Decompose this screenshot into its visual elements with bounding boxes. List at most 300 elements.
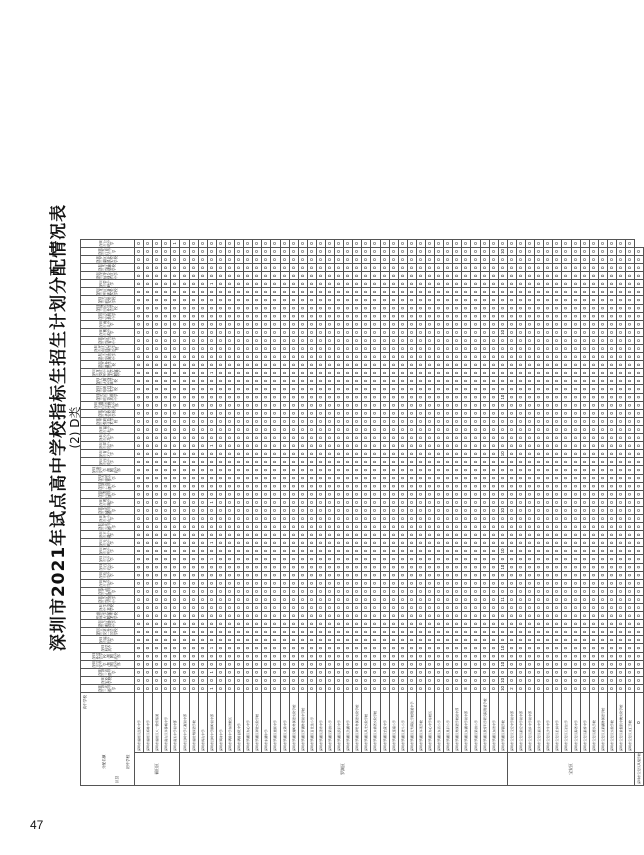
quota-cell: 0 — [426, 531, 435, 539]
quota-cell: 0 — [444, 401, 453, 409]
quota-cell: 0 — [407, 458, 416, 466]
column-header: 深圳市龙城高级中学 — [81, 506, 135, 514]
quota-cell: 0 — [526, 385, 535, 393]
quota-cell: 0 — [135, 361, 144, 369]
quota-cell: 0 — [262, 668, 271, 676]
quota-cell: 0 — [553, 612, 562, 620]
quota-cell: 0 — [235, 328, 244, 336]
quota-cell: 0 — [198, 587, 207, 595]
quota-cell: 0 — [516, 328, 525, 336]
quota-cell: 0 — [426, 377, 435, 385]
quota-cell: 0 — [371, 506, 380, 514]
quota-cell: 0 — [135, 668, 144, 676]
quota-cell: 0 — [225, 563, 234, 571]
quota-cell: 0 — [171, 539, 180, 547]
school-name-cell: 深圳市罗湖区东昌小学 — [435, 693, 444, 753]
quota-cell: 0 — [262, 434, 271, 442]
quota-cell: 0 — [616, 628, 625, 636]
quota-cell: 0 — [589, 393, 598, 401]
quota-cell: 0 — [571, 587, 580, 595]
quota-cell: 0 — [616, 482, 625, 490]
quota-cell: 0 — [453, 563, 462, 571]
quota-cell: 0 — [607, 361, 616, 369]
quota-cell: 0 — [544, 450, 553, 458]
district-cell: 福田区 — [135, 753, 180, 786]
quota-cell: 0 — [507, 434, 516, 442]
quota-cell: 0 — [562, 425, 571, 433]
quota-cell: 0 — [416, 409, 425, 417]
quota-cell: 0 — [280, 652, 289, 660]
quota-cell: 0 — [298, 247, 307, 255]
quota-cell: 0 — [426, 644, 435, 652]
quota-cell: 0 — [489, 539, 498, 547]
column-header: 深圳市宝安区海湾中学 — [81, 353, 135, 361]
quota-cell: 0 — [471, 393, 480, 401]
quota-cell: 0 — [507, 320, 516, 328]
quota-cell: 0 — [544, 555, 553, 563]
quota-cell: 0 — [607, 555, 616, 563]
quota-cell: 0 — [398, 498, 407, 506]
quota-cell: 0 — [253, 345, 262, 353]
quota-cell: 0 — [171, 490, 180, 498]
quota-cell: 0 — [462, 256, 471, 264]
school-name-cell: 深圳市宝安区福永中学 — [535, 693, 544, 753]
quota-cell: 0 — [289, 595, 298, 603]
quota-cell: 0 — [335, 247, 344, 255]
quota-cell: 0 — [225, 482, 234, 490]
quota-cell: 0 — [325, 328, 334, 336]
quota-cell: 0 — [253, 620, 262, 628]
quota-cell: 0 — [253, 628, 262, 636]
quota-cell: 0 — [516, 312, 525, 320]
quota-cell: 0 — [435, 450, 444, 458]
quota-cell: 0 — [535, 474, 544, 482]
quota-cell: 0 — [416, 490, 425, 498]
quota-cell: 0 — [298, 515, 307, 523]
quota-cell: 0 — [580, 466, 589, 474]
quota-cell: 0 — [344, 474, 353, 482]
quota-cell: 0 — [416, 264, 425, 272]
quota-cell: 0 — [462, 506, 471, 514]
quota-cell: 0 — [544, 320, 553, 328]
quota-cell: 0 — [162, 434, 171, 442]
quota-cell: 0 — [480, 466, 489, 474]
quota-cell: 0 — [380, 498, 389, 506]
quota-cell: 0 — [580, 515, 589, 523]
quota-cell: 0 — [198, 239, 207, 247]
quota-cell: 0 — [271, 296, 280, 304]
quota-cell: 0 — [171, 385, 180, 393]
quota-cell: 0 — [444, 668, 453, 676]
quota-cell: 0 — [144, 644, 153, 652]
quota-cell: 0 — [171, 256, 180, 264]
quota-cell: 0 — [216, 579, 225, 587]
quota-cell: 0 — [580, 385, 589, 393]
quota-cell: 0 — [416, 417, 425, 425]
quota-cell: 0 — [325, 434, 334, 442]
quota-cell: 0 — [271, 409, 280, 417]
quota-cell: 0 — [562, 369, 571, 377]
quota-cell: 0 — [616, 312, 625, 320]
quota-cell: 0 — [180, 256, 189, 264]
quota-cell: 0 — [516, 506, 525, 514]
quota-cell: 0 — [180, 409, 189, 417]
quota-cell: 0 — [507, 620, 516, 628]
quota-cell: 0 — [426, 474, 435, 482]
quota-cell: 0 — [416, 320, 425, 328]
corner-left-label: 区县 — [115, 775, 120, 783]
quota-cell: 0 — [362, 587, 371, 595]
quota-cell: 0 — [462, 498, 471, 506]
quota-cell: 0 — [262, 652, 271, 660]
quota-cell: 0 — [507, 336, 516, 344]
quota-cell: 0 — [153, 369, 162, 377]
quota-cell: 0 — [244, 660, 253, 668]
quota-cell: 0 — [553, 604, 562, 612]
quota-cell: 0 — [316, 539, 325, 547]
quota-cell: 0 — [144, 595, 153, 603]
quota-cell: 0 — [607, 434, 616, 442]
quota-cell: 0 — [144, 304, 153, 312]
quota-cell: 0 — [325, 296, 334, 304]
quota-cell: 0 — [198, 458, 207, 466]
quota-cell: 0 — [180, 320, 189, 328]
quota-cell: 0 — [635, 587, 644, 595]
quota-cell: 0 — [416, 361, 425, 369]
quota-cell: 0 — [407, 361, 416, 369]
quota-cell: 0 — [153, 401, 162, 409]
quota-cell: 0 — [371, 620, 380, 628]
quota-cell: 0 — [553, 490, 562, 498]
quota-cell: 0 — [589, 474, 598, 482]
quota-cell: 0 — [344, 450, 353, 458]
quota-cell: 0 — [626, 620, 635, 628]
column-header: 深圳市龙华区实验学校 — [81, 409, 135, 417]
quota-cell: 0 — [416, 353, 425, 361]
quota-cell: 0 — [289, 361, 298, 369]
quota-cell: 0 — [462, 361, 471, 369]
quota-cell: 0 — [216, 272, 225, 280]
quota-cell: 0 — [498, 466, 507, 474]
quota-cell: 0 — [225, 652, 234, 660]
table-row — [535, 239, 544, 785]
quota-cell: 0 — [180, 353, 189, 361]
quota-cell: 0 — [616, 474, 625, 482]
quota-cell: 0 — [216, 595, 225, 603]
quota-cell: 0 — [635, 272, 644, 280]
quota-cell: 0 — [462, 345, 471, 353]
quota-cell: 0 — [225, 498, 234, 506]
quota-cell: 0 — [162, 612, 171, 620]
quota-cell: 0 — [616, 296, 625, 304]
quota-cell: 0 — [607, 247, 616, 255]
quota-cell: 0 — [280, 434, 289, 442]
quota-cell: 0 — [207, 434, 216, 442]
quota-cell: 0 — [598, 336, 607, 344]
quota-cell: 0 — [553, 304, 562, 312]
quota-cell: 0 — [416, 668, 425, 676]
quota-cell: 0 — [426, 587, 435, 595]
quota-cell: 0 — [171, 571, 180, 579]
quota-cell: 2 — [507, 684, 516, 692]
quota-cell: 0 — [498, 425, 507, 433]
quota-cell: 0 — [507, 288, 516, 296]
quota-cell: 0 — [225, 506, 234, 514]
quota-cell: 0 — [607, 571, 616, 579]
quota-cell: 0 — [189, 256, 198, 264]
quota-cell: 0 — [589, 377, 598, 385]
quota-cell: 0 — [371, 377, 380, 385]
quota-cell: 0 — [635, 425, 644, 433]
quota-cell: 0 — [416, 288, 425, 296]
quota-cell: 0 — [189, 644, 198, 652]
quota-cell: 0 — [362, 288, 371, 296]
quota-cell: 0 — [198, 264, 207, 272]
quota-cell: 0 — [626, 531, 635, 539]
quota-cell: 0 — [362, 490, 371, 498]
quota-cell: 0 — [480, 377, 489, 385]
quota-cell: 0 — [153, 272, 162, 280]
quota-cell: 0 — [325, 377, 334, 385]
quota-cell: 0 — [244, 652, 253, 660]
quota-cell: 0 — [571, 320, 580, 328]
quota-cell: 0 — [389, 652, 398, 660]
quota-cell: 0 — [516, 498, 525, 506]
quota-cell: 0 — [389, 571, 398, 579]
quota-cell: 0 — [307, 531, 316, 539]
quota-cell: 0 — [289, 604, 298, 612]
quota-cell: 0 — [162, 361, 171, 369]
quota-cell: 0 — [135, 523, 144, 531]
school-name-cell: 深圳市福田外国语学校 — [189, 693, 198, 753]
quota-cell: 0 — [316, 555, 325, 563]
quota-cell: 0 — [626, 579, 635, 587]
quota-cell: 0 — [298, 434, 307, 442]
quota-cell: 0 — [180, 668, 189, 676]
quota-cell: 0 — [526, 531, 535, 539]
quota-cell: 0 — [144, 256, 153, 264]
quota-cell: 0 — [444, 636, 453, 644]
quota-cell: 0 — [526, 652, 535, 660]
quota-cell: 0 — [607, 425, 616, 433]
quota-cell: 0 — [407, 442, 416, 450]
quota-cell: 0 — [571, 547, 580, 555]
quota-cell: 0 — [607, 620, 616, 628]
quota-cell: 0 — [580, 377, 589, 385]
quota-cell: 0 — [426, 288, 435, 296]
quota-cell: 0 — [535, 620, 544, 628]
quota-cell: 0 — [407, 385, 416, 393]
quota-cell: 0 — [225, 264, 234, 272]
quota-cell: 0 — [325, 539, 334, 547]
quota-cell: 0 — [616, 636, 625, 644]
quota-cell: 0 — [225, 272, 234, 280]
quota-cell: 0 — [426, 660, 435, 668]
quota-cell: 0 — [480, 320, 489, 328]
quota-cell: 0 — [407, 369, 416, 377]
quota-cell: 0 — [626, 660, 635, 668]
quota-cell: 0 — [353, 377, 362, 385]
quota-cell: 0 — [580, 425, 589, 433]
quota-cell: 0 — [553, 547, 562, 555]
quota-cell: 0 — [407, 684, 416, 692]
school-name-cell: 深圳市宝安区松岗中学 — [553, 693, 562, 753]
quota-cell: 0 — [325, 264, 334, 272]
quota-cell: 0 — [489, 652, 498, 660]
quota-cell: 0 — [435, 434, 444, 442]
quota-cell: 0 — [289, 385, 298, 393]
quota-cell: 0 — [162, 409, 171, 417]
quota-cell: 0 — [544, 288, 553, 296]
quota-cell: 0 — [453, 523, 462, 531]
quota-cell: 0 — [616, 336, 625, 344]
quota-cell: 0 — [489, 620, 498, 628]
school-name-cell: 深圳市罗湖区怡景中学 — [380, 693, 389, 753]
quota-cell: 0 — [235, 644, 244, 652]
quota-cell: 0 — [144, 345, 153, 353]
quota-cell: 0 — [435, 256, 444, 264]
table-row — [498, 239, 507, 785]
quota-cell: 0 — [526, 490, 535, 498]
quota-cell: 0 — [444, 563, 453, 571]
quota-cell: 0 — [553, 345, 562, 353]
quota-cell: 0 — [271, 612, 280, 620]
quota-cell: 0 — [580, 579, 589, 587]
quota-cell: 0 — [607, 563, 616, 571]
quota-cell: 0 — [553, 247, 562, 255]
quota-cell: 0 — [180, 336, 189, 344]
quota-cell: 0 — [262, 523, 271, 531]
quota-cell: 0 — [380, 595, 389, 603]
quota-cell: 0 — [416, 312, 425, 320]
quota-cell: 0 — [307, 604, 316, 612]
quota-cell: 0 — [162, 264, 171, 272]
quota-cell: 0 — [253, 377, 262, 385]
quota-cell: 0 — [616, 272, 625, 280]
quota-cell: 0 — [171, 304, 180, 312]
quota-cell: 0 — [225, 555, 234, 563]
quota-cell: 0 — [480, 304, 489, 312]
quota-cell: 0 — [380, 579, 389, 587]
quota-cell: 0 — [462, 612, 471, 620]
quota-cell: 0 — [271, 272, 280, 280]
quota-cell: 0 — [271, 304, 280, 312]
quota-cell: 0 — [289, 628, 298, 636]
quota-cell: 0 — [271, 369, 280, 377]
quota-cell: 0 — [607, 345, 616, 353]
quota-cell: 0 — [135, 369, 144, 377]
quota-cell: 0 — [616, 539, 625, 547]
quota-cell: 0 — [362, 239, 371, 247]
quota-cell: 0 — [598, 628, 607, 636]
quota-cell: 0 — [280, 409, 289, 417]
quota-cell: 0 — [635, 579, 644, 587]
quota-cell: 0 — [198, 369, 207, 377]
quota-cell: 0 — [216, 620, 225, 628]
quota-cell: 0 — [280, 620, 289, 628]
quota-cell: 0 — [180, 304, 189, 312]
quota-cell: 0 — [398, 393, 407, 401]
column-header: 深圳市观澜中学 — [81, 498, 135, 506]
quota-cell: 0 — [580, 636, 589, 644]
quota-cell: 0 — [489, 328, 498, 336]
quota-cell: 0 — [471, 417, 480, 425]
quota-cell: 0 — [626, 458, 635, 466]
quota-cell: 0 — [207, 328, 216, 336]
quota-cell: 0 — [607, 604, 616, 612]
quota-cell: 0 — [298, 620, 307, 628]
quota-cell: 0 — [444, 450, 453, 458]
quota-cell: 0 — [553, 474, 562, 482]
quota-cell: 0 — [553, 377, 562, 385]
quota-cell: 0 — [535, 482, 544, 490]
quota-cell: 0 — [216, 458, 225, 466]
quota-cell: 0 — [389, 531, 398, 539]
quota-cell: 0 — [253, 604, 262, 612]
quota-cell: 0 — [571, 612, 580, 620]
quota-cell: 0 — [307, 652, 316, 660]
quota-cell: 0 — [616, 434, 625, 442]
quota-cell: 0 — [289, 563, 298, 571]
quota-cell: 0 — [298, 547, 307, 555]
quota-cell: 0 — [135, 644, 144, 652]
quota-cell: 0 — [526, 393, 535, 401]
quota-cell: 0 — [535, 595, 544, 603]
quota-cell: 0 — [489, 393, 498, 401]
quota-cell: 0 — [571, 474, 580, 482]
quota-cell: 0 — [626, 571, 635, 579]
quota-cell: 0 — [453, 296, 462, 304]
quota-cell: 1 — [207, 684, 216, 692]
school-name-cell: 深圳市宝安区凤凰学校 — [635, 753, 644, 786]
quota-cell: 0 — [526, 506, 535, 514]
quota-cell: 0 — [562, 401, 571, 409]
quota-cell: 0 — [435, 425, 444, 433]
quota-cell: 0 — [435, 628, 444, 636]
quota-cell: 0 — [626, 312, 635, 320]
quota-cell: 0 — [271, 417, 280, 425]
quota-cell: 0 — [435, 620, 444, 628]
quota-cell: 0 — [171, 644, 180, 652]
quota-cell: 0 — [162, 587, 171, 595]
quota-cell: 0 — [562, 466, 571, 474]
quota-cell: 0 — [198, 409, 207, 417]
quota-cell: 0 — [316, 239, 325, 247]
quota-cell: 0 — [416, 636, 425, 644]
quota-cell: 0 — [635, 523, 644, 531]
quota-cell: 0 — [144, 377, 153, 385]
quota-cell: 0 — [480, 458, 489, 466]
quota-cell: 0 — [253, 434, 262, 442]
quota-cell: 0 — [316, 280, 325, 288]
quota-cell: 0 — [280, 515, 289, 523]
quota-cell: 0 — [571, 442, 580, 450]
quota-cell: 0 — [271, 636, 280, 644]
table-row — [544, 239, 553, 785]
quota-cell: 0 — [507, 247, 516, 255]
quota-cell: 0 — [480, 676, 489, 684]
quota-cell: 0 — [235, 506, 244, 514]
quota-cell: 0 — [371, 280, 380, 288]
quota-cell: 0 — [325, 320, 334, 328]
quota-cell: 0 — [289, 458, 298, 466]
quota-cell: 0 — [480, 434, 489, 442]
quota-cell: 0 — [571, 676, 580, 684]
school-name-cell: 深圳市罗湖区教育科学研究院附属学校 — [480, 693, 489, 753]
quota-cell: 0 — [189, 239, 198, 247]
school-name-cell: 深圳市福田区八一教育集团 — [153, 693, 162, 753]
quota-cell: 0 — [198, 628, 207, 636]
